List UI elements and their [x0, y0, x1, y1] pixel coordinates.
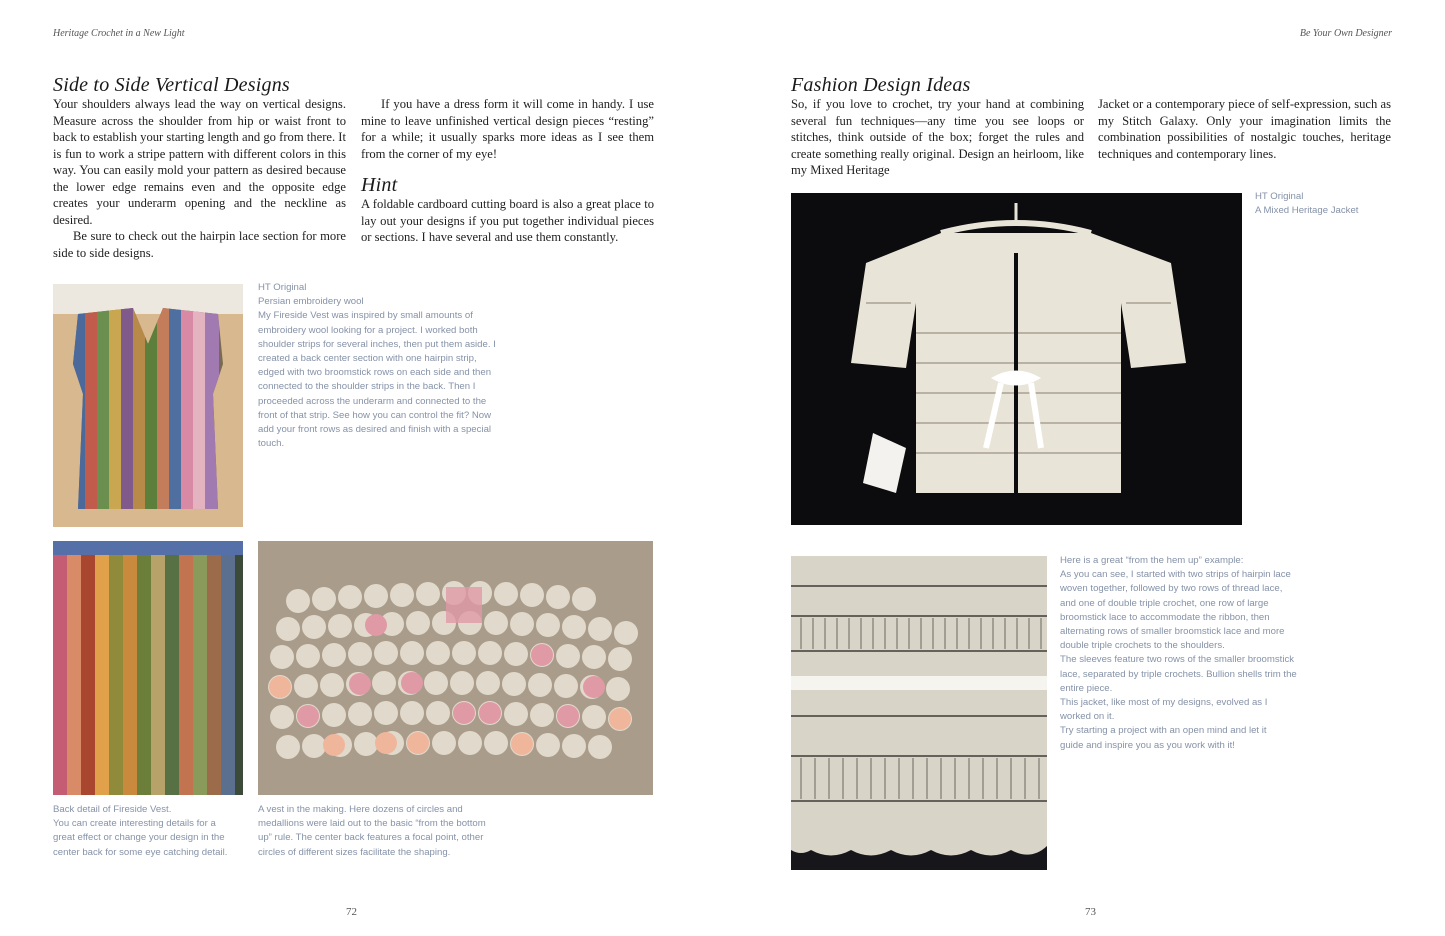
running-header-right: Be Your Own Designer — [1299, 28, 1392, 39]
caption-line: touch. — [258, 438, 285, 450]
caption-line: The sleeves feature two rows of the smaller broomstick — [1060, 654, 1295, 666]
caption-line: connected to the shoulder strips in the back. Then I — [258, 381, 476, 393]
hint-paragraph: A foldable cardboard cutting board is also a great place to lay out your designs if you put together individual pieces or sections. I have several and use them constantly. — [361, 197, 654, 244]
section-title-fashion-ideas: Fashion Design Ideas — [791, 74, 971, 96]
caption-line: great effect or change your design in the — [53, 832, 225, 844]
caption-line: add your front rows as desired and finish with a special — [258, 424, 492, 436]
caption-line: front of that strip. See how you can control the fit? Now — [258, 409, 492, 421]
hint-title: Hint — [361, 174, 398, 196]
caption-line: Here is a great “from the hem up” example: — [1060, 555, 1244, 566]
paragraph-combining: So, if you love to crochet, try your hand at combining several fun techniques—any time you see loops or stitches, think outside of the box; forget the rules and create something really original. Design an heirloom, like my Mixed Heritage — [791, 97, 1084, 177]
right-body-column-1 — [791, 96, 1084, 179]
jacket-photo — [791, 193, 1242, 525]
caption-line: proceeded across the underarm and connected to the — [258, 395, 487, 407]
caption-line: HT Original — [1255, 191, 1304, 202]
caption-line: HT Original — [258, 282, 307, 293]
caption-line: Persian embroidery wool — [258, 296, 364, 308]
caption-line: and one of double triple crochet, one row of large — [1060, 597, 1269, 609]
caption-line: Back detail of Fireside Vest. — [53, 804, 172, 815]
hint-text-block — [361, 196, 654, 246]
caption-line: You can create interesting details for a — [53, 818, 216, 830]
paragraph-dress-form: If you have a dress form it will come in handy. I use mine to leave unfinished vertical design pieces “resting” for a while; it usually sparks more ideas as I see them from the corner of my eye! — [361, 97, 654, 161]
caption-line: double triple crochets to the shoulders. — [1060, 640, 1225, 652]
paragraph-jacket: Jacket or a contemporary piece of self-expression, such as my Stitch Galaxy. Only your imagination limits the combination possibilities of nostalgic touches, heritage techniques and contemporary lines. — [1098, 97, 1391, 161]
caption-line: This jacket, like most of my designs, evolved as I — [1060, 697, 1268, 709]
running-header-left: Heritage Crochet in a New Light — [53, 28, 185, 39]
caption-line: edged with two broomstick rows on each side and then — [258, 367, 492, 379]
caption-line: As you can see, I started with two strips of hairpin lace — [1060, 569, 1291, 581]
vest-back-caption — [53, 803, 243, 860]
caption-line: A vest in the making. Here dozens of circles and — [258, 804, 463, 815]
caption-line: circles of different sizes facilitate the shaping. — [258, 846, 451, 858]
vest-caption — [258, 281, 518, 451]
caption-line: embroidery wool looking for a project. I worked both — [258, 324, 478, 336]
section-title-vertical-designs: Side to Side Vertical Designs — [53, 74, 290, 96]
caption-line: guide and inspire you as you work with it! — [1060, 739, 1235, 751]
circles-layout-photo — [258, 541, 653, 795]
caption-line: lace, separated by triple crochets. Bullion shells trim the — [1060, 668, 1297, 680]
page-number-left: 72 — [346, 906, 357, 918]
paragraph-hairpin: Be sure to check out the hairpin lace section for more side to side designs. — [53, 229, 346, 260]
body-column-1 — [53, 96, 346, 261]
caption-line: up” rule. The center back features a focal point, other — [258, 832, 484, 844]
vest-back-photo — [53, 541, 243, 795]
body-column-2 — [361, 96, 654, 162]
page-number-right: 73 — [1085, 906, 1096, 918]
caption-line: A Mixed Heritage Jacket — [1255, 205, 1359, 217]
paragraph-shoulders: Your shoulders always lead the way on vertical designs. Measure across the shoulder from hip or waist front to back to establish your starting length and go from there. It is fun to work a stripe pattern with different colors in this way. You can easily mold your pattern as desired because the lower edge remains even and the opposite edge creates your underarm opening and the neckline as desired. — [53, 97, 346, 227]
caption-line: center back for some eye catching detail. — [53, 846, 228, 858]
right-body-column-2 — [1098, 96, 1391, 162]
circles-caption — [258, 803, 518, 860]
caption-line: shoulder strips for several inches, then put them aside. I — [258, 338, 496, 350]
caption-line: entire piece. — [1060, 682, 1113, 694]
caption-line: woven together, followed by two rows of thread lace, — [1060, 583, 1283, 595]
caption-line: worked on it. — [1060, 711, 1115, 723]
caption-line: medallions were laid out to the basic “from the bottom — [258, 818, 486, 830]
caption-line: My Fireside Vest was inspired by small amounts of — [258, 310, 473, 322]
caption-line: alternating rows of smaller broomstick lace and more — [1060, 626, 1285, 638]
caption-line: created a back center section with one hairpin strip, — [258, 353, 477, 365]
left-page — [0, 0, 722, 936]
lace-detail-caption — [1060, 554, 1320, 753]
caption-line: broomstick lace to accommodate the ribbon, then — [1060, 611, 1270, 623]
jacket-caption — [1255, 190, 1435, 218]
lace-detail-photo — [791, 556, 1047, 870]
right-page — [722, 0, 1445, 936]
vest-photo — [53, 284, 243, 527]
caption-line: Try starting a project with an open mind and let it — [1060, 725, 1267, 737]
